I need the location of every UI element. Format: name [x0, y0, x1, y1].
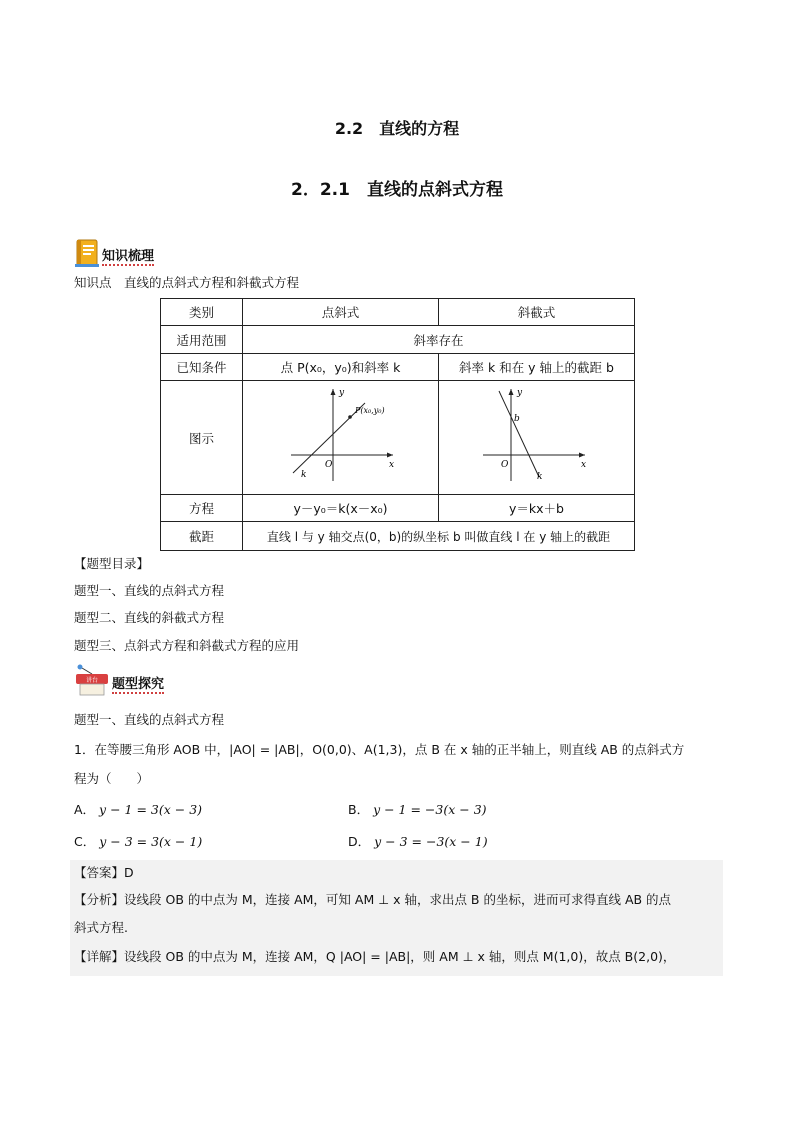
option-c [74, 832, 202, 850]
option-text: y − 1 = −3(x − 3) [373, 802, 487, 817]
option-text: y − 3 = −3(x − 1) [374, 834, 488, 849]
axis-x-label: x [389, 460, 395, 470]
figure-point-slope [243, 381, 439, 495]
intercept-definition: 直线 l 与 y 轴交点(0，b)的纵坐标 b 叫做直线 l 在 y 轴上的截距 [243, 522, 635, 551]
axis-y-label: y [517, 388, 523, 398]
type-item: 题型一、直线的点斜式方程 [74, 583, 225, 598]
types-heading: 【题型目录】 [74, 556, 150, 571]
knowledge-heading-label: 知识梳理 [102, 249, 155, 264]
intercept-b-label: b [514, 414, 520, 424]
knowledge-heading [74, 236, 154, 268]
section-title: 2.2 直线的方程 [334, 119, 460, 138]
point-slope-graph [243, 381, 439, 491]
knowledge-table [160, 298, 635, 551]
figure-slope-intercept [439, 381, 635, 495]
origin-label: O [501, 460, 509, 470]
col-header-slope-intercept: 斜截式 [439, 299, 635, 326]
question-line-1: 1．在等腰三角形 AOB 中，|AO| = |AB|，O(0,0)、A(1,3)，点 B 在 x 轴的正半轴上，则直线 AB 的点斜式方 [74, 742, 685, 757]
explore-heading [74, 664, 164, 696]
option-key: D． [348, 834, 371, 849]
row-label-equation: 方程 [161, 495, 243, 522]
type-one-heading: 题型一、直线的点斜式方程 [74, 712, 225, 727]
knowledge-point: 知识点 直线的点斜式方程和斜截式方程 [74, 275, 300, 290]
analysis-line-2: 斜式方程. [74, 920, 128, 935]
question-line-2: 程为（ ） [74, 771, 150, 786]
subsection-title: 2．2.1 直线的点斜式方程 [291, 180, 503, 200]
col-header-category: 类别 [161, 299, 243, 326]
slope-label: k [537, 472, 543, 482]
origin-label: O [325, 460, 333, 470]
option-text: y − 1 = 3(x − 3) [99, 802, 203, 817]
option-key: C． [74, 834, 96, 849]
row-label-intercept: 截距 [161, 522, 243, 551]
type-item: 题型二、直线的斜截式方程 [74, 610, 225, 625]
equation-point-slope: y－y₀＝k(x－x₀) [243, 495, 439, 522]
col-header-point-slope: 点斜式 [243, 299, 439, 326]
option-d [348, 832, 488, 850]
row-label-figure: 图示 [161, 381, 243, 495]
scope-value: 斜率存在 [243, 326, 635, 354]
analysis-line-1: 【分析】设线段 OB 的中点为 M，连接 AM，可知 AM ⊥ x 轴，求出点 B 的坐标，进而可求得直线 AB 的点 [74, 892, 672, 907]
detail-line: 【详解】设线段 OB 的中点为 M，连接 AM，Q |AO| = |AB|，则 AM ⊥ x 轴，则点 M(1,0)，故点 B(2,0)， [74, 949, 676, 964]
option-a [74, 800, 202, 818]
known-slope-intercept: 斜率 k 和在 y 轴上的截距 b [439, 354, 635, 381]
option-text: y − 3 = 3(x − 1) [99, 834, 203, 849]
axis-y-label: y [339, 388, 345, 398]
equation-slope-intercept: y＝kx＋b [439, 495, 635, 522]
option-key: B． [348, 802, 370, 817]
point-p-label: P(x₀,y₀) [355, 406, 385, 415]
slope-intercept-graph [439, 381, 635, 491]
type-item: 题型三、点斜式方程和斜截式方程的应用 [74, 638, 300, 653]
book-icon [74, 238, 100, 268]
axis-x-label: x [581, 460, 587, 470]
answer-line: 【答案】D [74, 865, 134, 880]
option-key: A． [74, 802, 96, 817]
row-label-known: 已知条件 [161, 354, 243, 381]
podium-icon [74, 664, 110, 696]
podium-badge: 讲台 [85, 677, 99, 684]
option-b [348, 800, 487, 818]
row-label-scope: 适用范围 [161, 326, 243, 354]
slope-label: k [301, 470, 307, 480]
known-point-slope: 点 P(x₀，y₀)和斜率 k [243, 354, 439, 381]
explore-heading-label: 题型探究 [112, 677, 165, 692]
